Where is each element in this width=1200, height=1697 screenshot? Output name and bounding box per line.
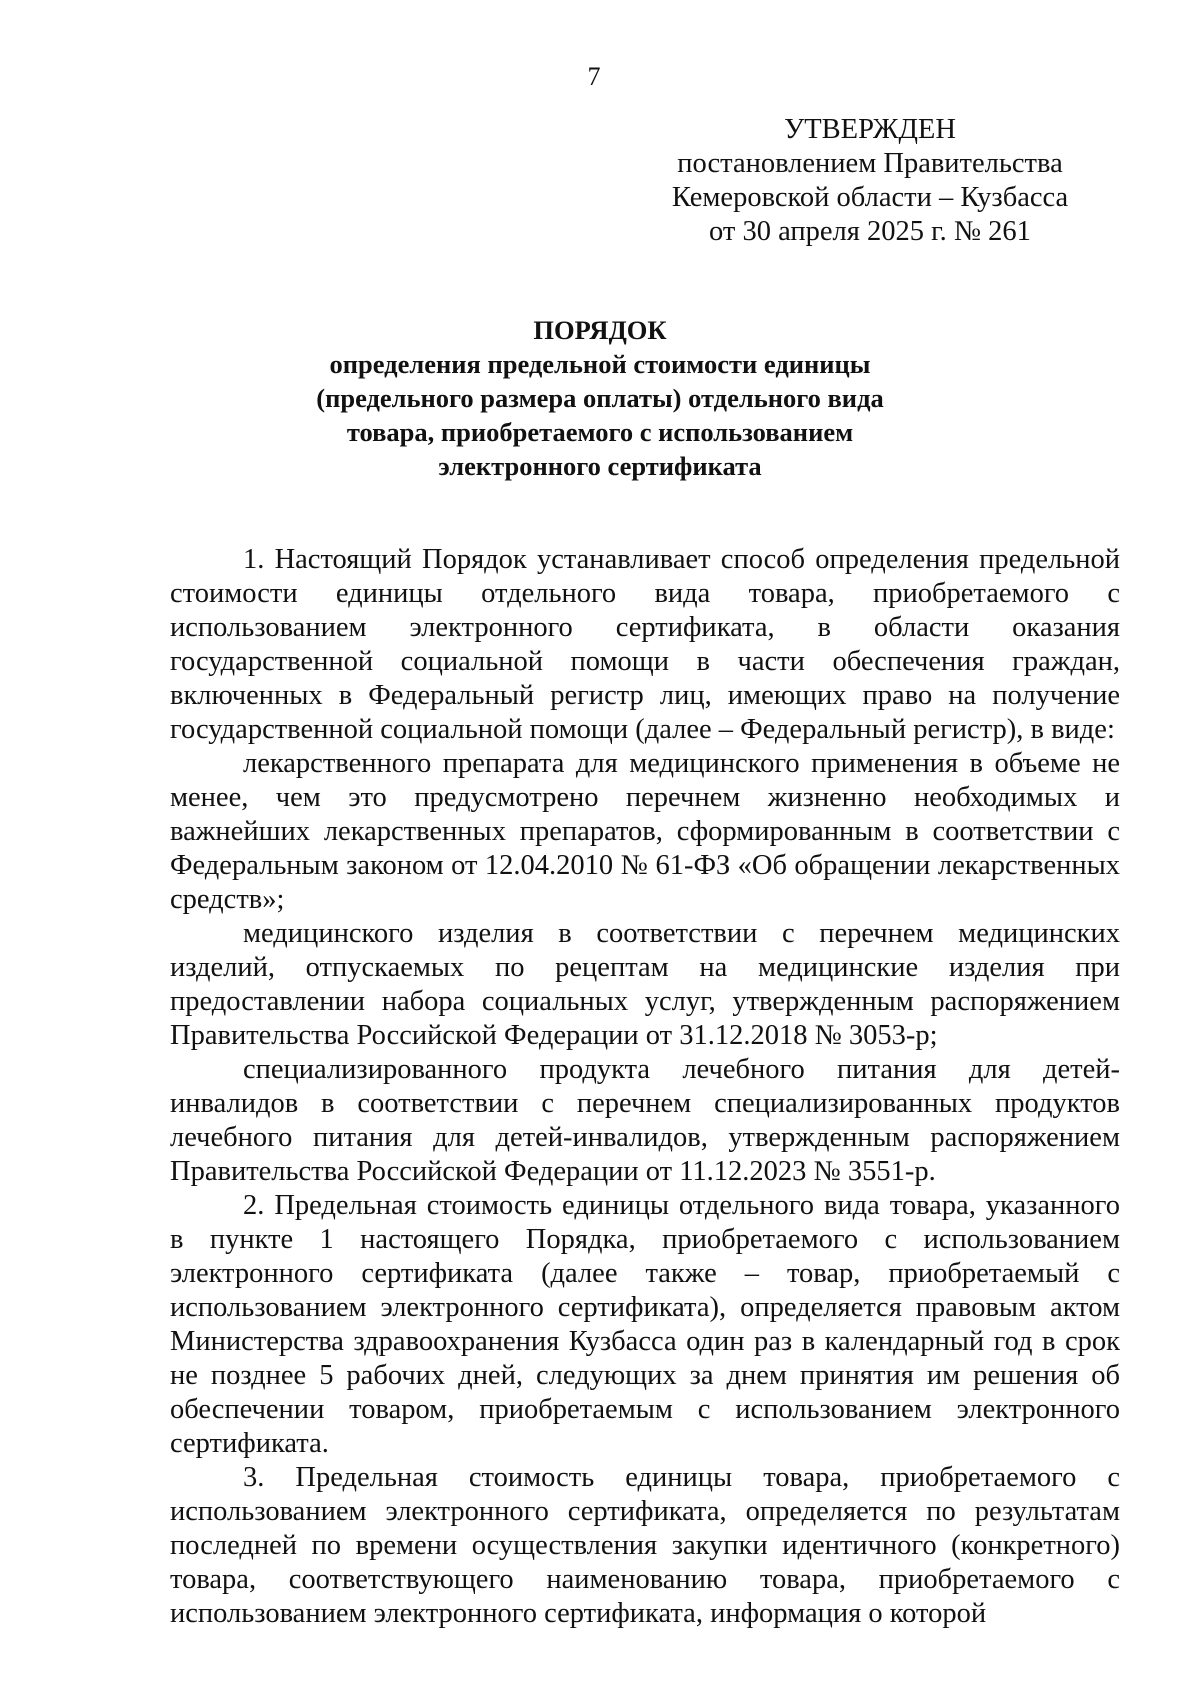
title-subline: электронного сертификата — [438, 451, 762, 481]
paragraph-2: 2. Предельная стоимость единицы отдельного вида товара, указанного в пункте 1 настоящего Порядка, приобретаемого с использованием электронного сертификата (далее также – товар, приобретаемый с использованием электронного сертификата), определяется правовым актом Министерства здравоохранения Кузбасса один раз в календарный год в срок не позднее 5 рабочих дней, следующих за днем принятия им решения об обеспечении товаром, приобретаемым с использованием электронного сертификата. — [170, 1190, 1120, 1459]
title-heading: ПОРЯДОК — [533, 315, 667, 345]
approval-title: УТВЕРЖДЕН — [784, 114, 956, 145]
document-body — [170, 543, 1120, 1631]
approval-line: Кемеровской области – Кузбасса — [671, 182, 1069, 213]
paragraph-3: 3. Предельная стоимость единицы товара, приобретаемого с использованием электронного сертификата, определяется по результатам последней по времени осуществления закупки идентичного (конкретного) товара, соответствующего наименованию товара, приобретаемого с использованием электронного сертификата, информация о которой — [170, 1462, 1120, 1629]
approval-stamp — [640, 113, 1100, 249]
paragraph-medicines: лекарственного препарата для медицинского применения в объеме не менее, чем это предусмотрено перечнем жизненно необходимых и важнейших лекарственных препаратов, сформированным в соответствии с Федеральным законом от 12.04.2010 № 61-ФЗ «Об обращении лекарственных средств»; — [170, 748, 1120, 915]
approval-date: от 30 апреля 2025 г. № 261 — [709, 216, 1031, 247]
paragraph-medical-devices: медицинского изделия в соответствии с перечнем медицинских изделий, отпускаемых по рецептам на медицинские изделия при предоставлении набора социальных услуг, утвержденным распоряжением Правительства Российской Федерации от 31.12.2018 № 3053-р; — [170, 918, 1120, 1051]
title-subline: товара, приобретаемого с использованием — [346, 417, 854, 447]
page-number: 7 — [587, 62, 601, 91]
title-subline: (предельного размера оплаты) отдельного вида — [316, 383, 884, 413]
approval-line: постановлением Правительства — [677, 148, 1063, 179]
title-subline: определения предельной стоимости единицы — [329, 349, 871, 379]
paragraph-1: 1. Настоящий Порядок устанавливает способ определения предельной стоимости единицы отдельного вида товара, приобретаемого с использованием электронного сертификата, в области оказания государственной социальной помощи в части обеспечения граждан, включенных в Федеральный регистр лиц, имеющих право на получение государственной социальной помощи (далее – Федеральный регистр), в виде: — [170, 544, 1120, 745]
document-title — [280, 313, 920, 483]
paragraph-nutrition-products: специализированного продукта лечебного питания для детей-инвалидов в соответствии с перечнем специализированных продуктов лечебного питания для детей-инвалидов, утвержденным распоряжением Правительства Российской Федерации от 11.12.2023 № 3551-р. — [170, 1054, 1120, 1187]
